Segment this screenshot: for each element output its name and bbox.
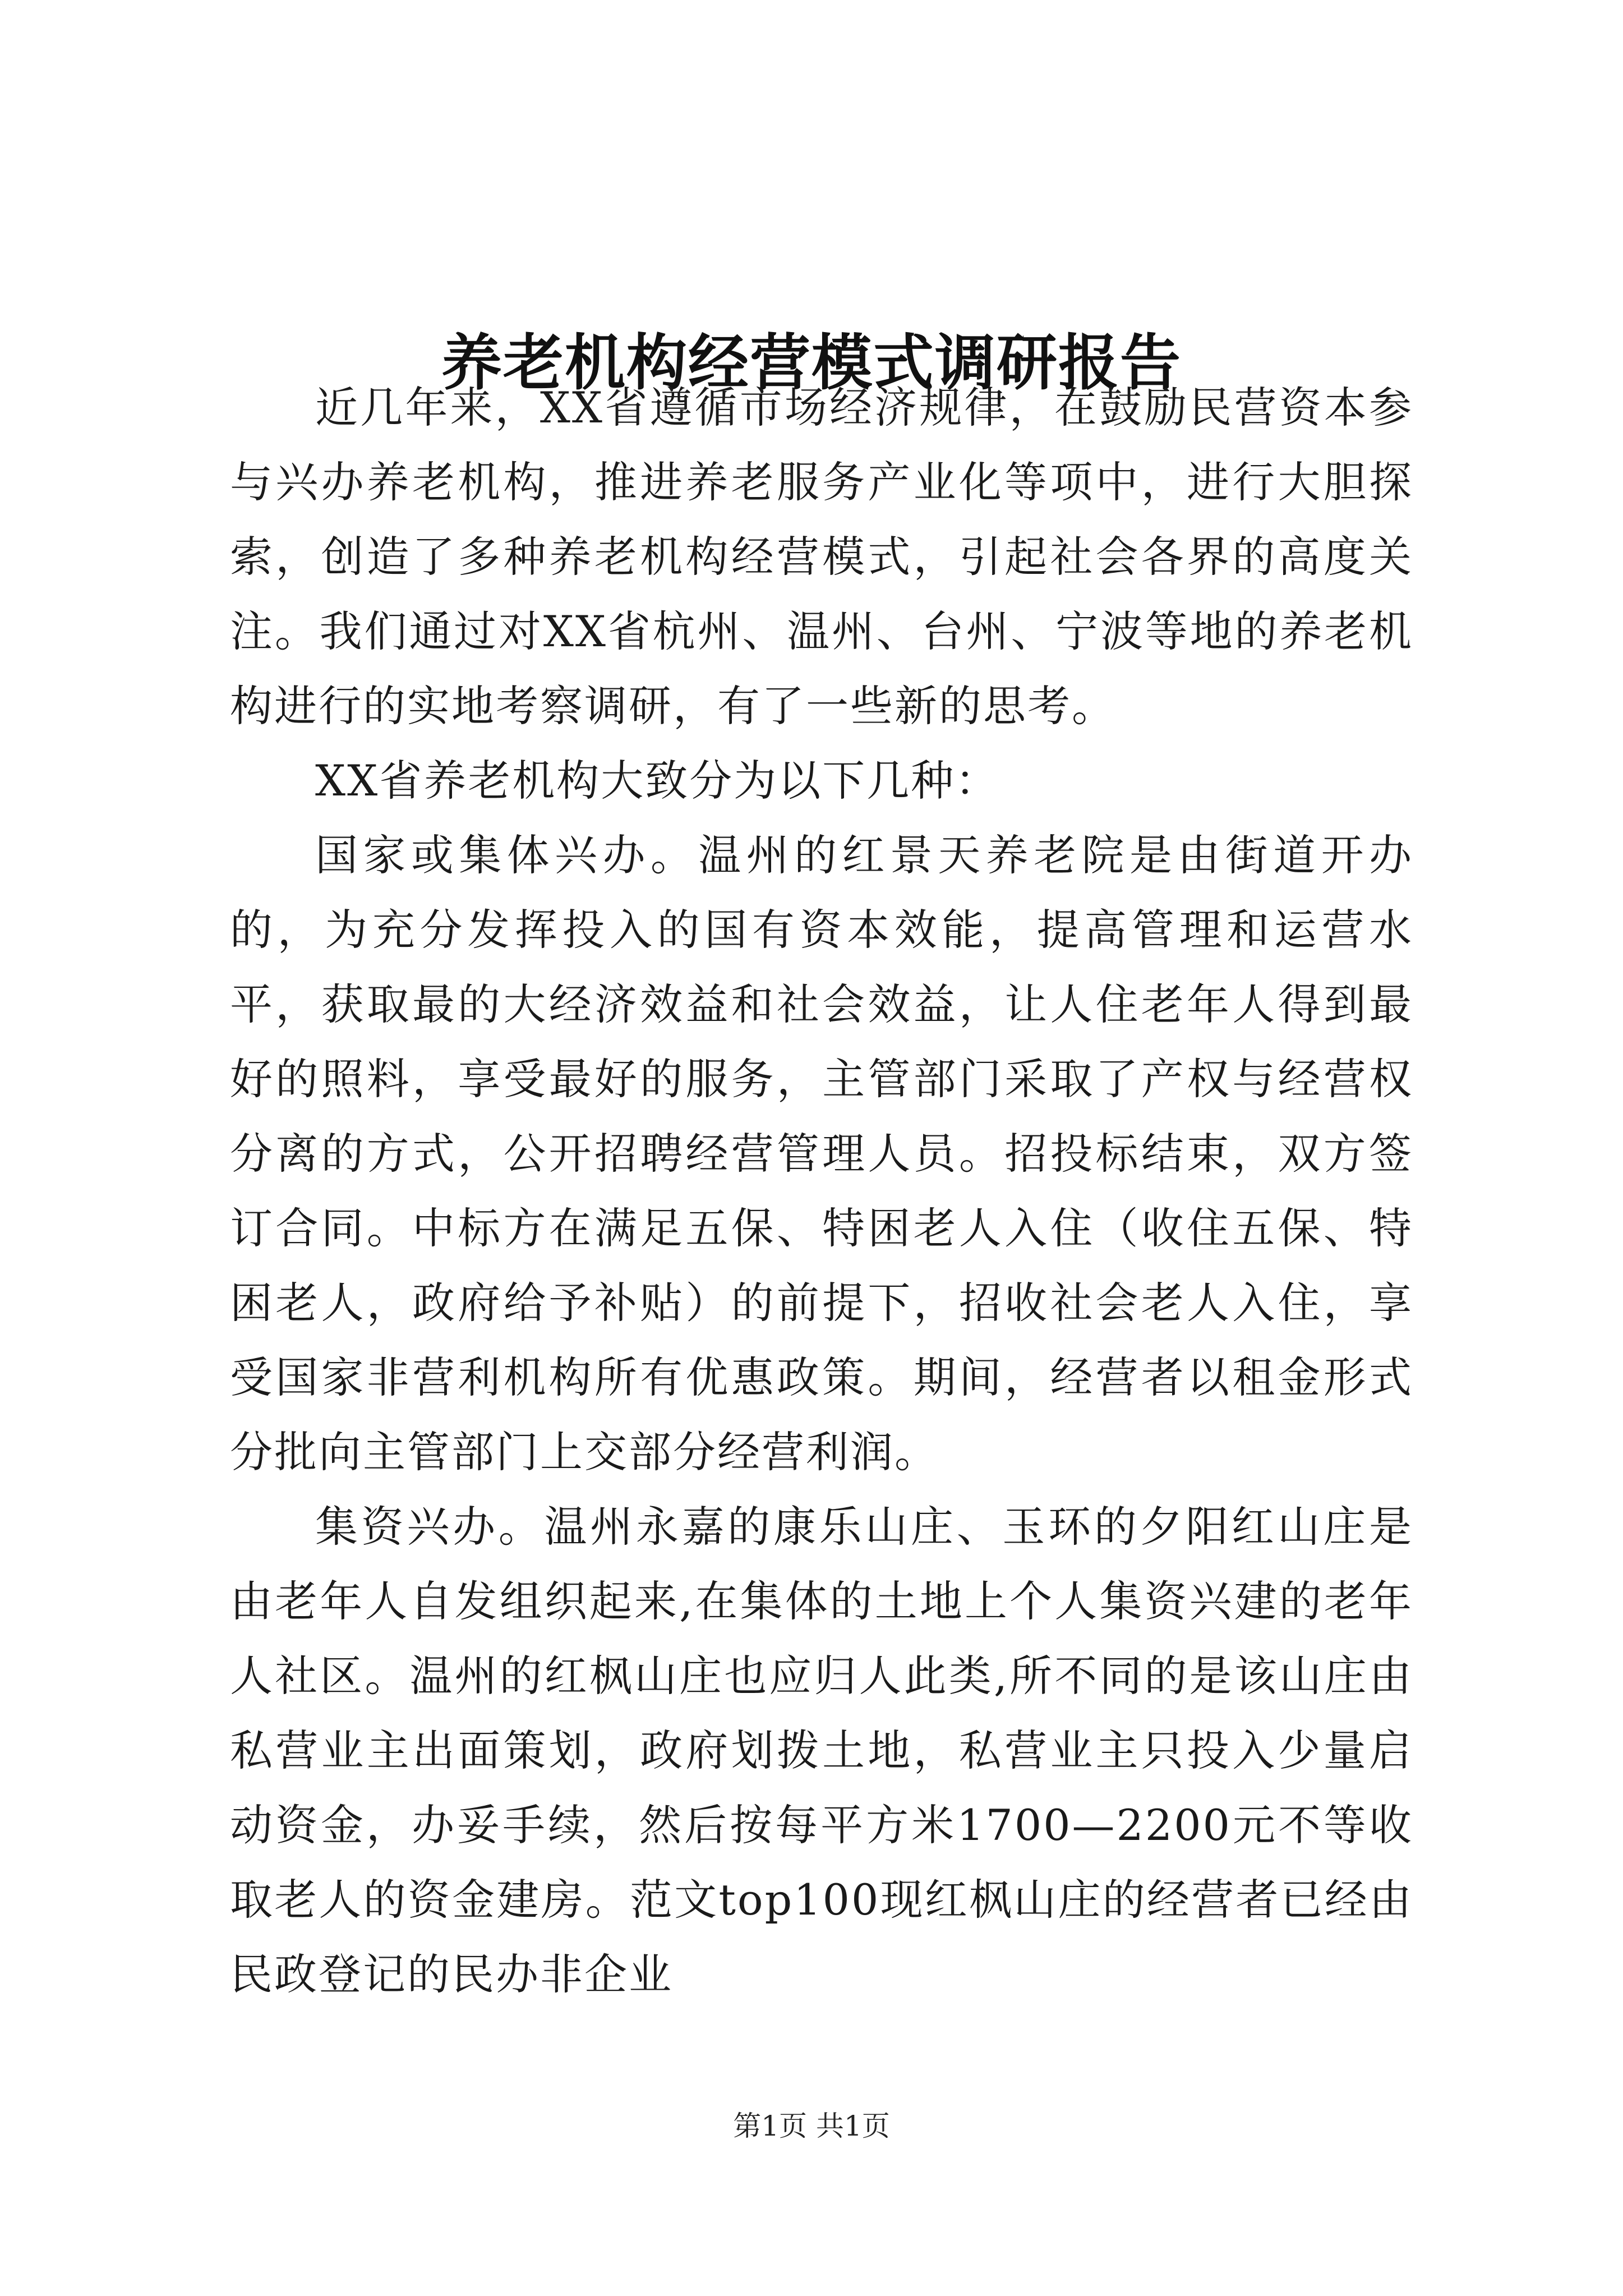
paragraph-intro: 近几年来，XX省遵循市场经济规律，在鼓励民营资本参与兴办养老机构，推进养老服务产业化等项中，进行大胆探索，创造了多种养老机构经营模式，引起社会各界的高度关注。我们通过对XX省杭州、温州、台州、宁波等地的养老机构进行的实地考察调研，有了一些新的思考。	[230, 383, 1413, 731]
document-title: 养老机构经营模式调研报告	[441, 328, 1182, 399]
page-number-footer: 第1页 共1页	[733, 2110, 890, 2142]
paragraph-fundraised: 集资兴办。温州永嘉的康乐山庄、玉环的夕阳红山庄是由老年人自发组织起来,在集体的土地上个人集资兴建的老年人社区。温州的红枫山庄也应归人此类,所不同的是该山庄由私营业主出面策划，政府划拨土地，私营业主只投入少量启动资金，办妥手续，然后按每平方米1700—2200元不等收取老人的资金建房。范文top100现红枫山庄的经营者已经由民政登记的民办非企业	[230, 1502, 1413, 1999]
paragraph-categories: XX省养老机构大致分为以下几种：	[315, 756, 1000, 806]
paragraph-state-run: 国家或集体兴办。温州的红景天养老院是由街道开办的，为充分发挥投入的国有资本效能，提高管理和运营水平，获取最的大经济效益和社会效益，让人住老年人得到最好的照料，享受最好的服务，主管部门采取了产权与经营权分离的方式，公开招聘经营管理人员。招投标结束，双方签订合同。中标方在满足五保、特困老人入住（收住五保、特困老人，政府给予补贴）的前提下，招收社会老人入住，享受国家非营利机构所有优惠政策。期间，经营者以租金形式分批向主管部门上交部分经营利润。	[230, 830, 1413, 1477]
document-body	[230, 370, 1413, 2012]
